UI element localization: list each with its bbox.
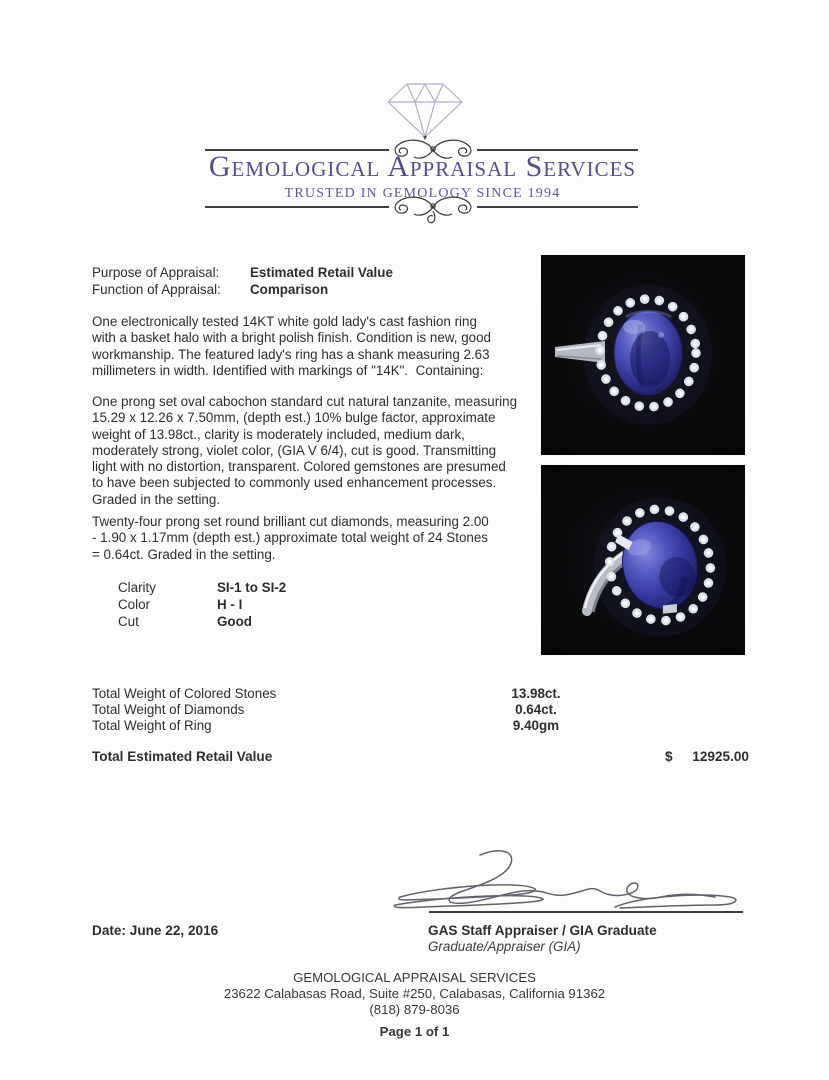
description-paragraph-ring (92, 314, 491, 379)
retail-value (665, 749, 749, 764)
appraisal-meta (92, 264, 393, 298)
grade-row (118, 597, 286, 614)
text-line: One electronically tested 14KT white gold lady's cast fashion ring (92, 314, 477, 329)
description-paragraph-tanzanite (92, 394, 517, 508)
brand-title: Gemological Appraisal Services (208, 150, 637, 183)
appraisal-date: Date: June 22, 2016 (92, 923, 219, 938)
totals-table (92, 686, 652, 735)
purpose-label: Purpose of Appraisal: (92, 265, 220, 280)
purpose-row (92, 264, 393, 281)
text-line: weight of 13.98ct., clarity is moderately included, medium dark, (92, 426, 465, 442)
text-line: = 0.64ct. Graded in the setting. (92, 546, 276, 562)
grade-row (118, 580, 286, 597)
appraiser-subtitle: Graduate/Appraiser (GIA) (428, 939, 581, 954)
total-value: 0.64ct. (515, 702, 557, 718)
grade-value: Good (217, 613, 252, 629)
total-label: Total Weight of Ring (92, 718, 212, 734)
text-line: millimeters in width. Identified with markings of "14K". Containing: (92, 362, 484, 378)
signature-line (429, 911, 743, 913)
footer-phone: (818) 879-8036 (369, 1002, 460, 1017)
grade-value: H - I (217, 596, 243, 612)
brand-tagline: TRUSTED IN GEMOLOGY SINCE 1994 (284, 186, 561, 201)
function-row (92, 281, 393, 298)
text-line: with a basket halo with a bright polish finish. Condition is new, good (92, 330, 491, 346)
total-row (92, 718, 652, 734)
text-line: 15.29 x 12.26 x 7.50mm, (depth est.) 10% bulge factor, approximate (92, 410, 496, 426)
function-label: Function of Appraisal: (92, 282, 221, 297)
text-line: - 1.90 x 1.17mm (depth est.) approximate total weight of 24 Stones (92, 530, 488, 546)
grade-label: Cut (118, 613, 139, 629)
text-line: light with no distortion, transparent. Colored gemstones are presumed (92, 459, 506, 475)
total-value: 13.98ct. (511, 686, 561, 701)
page-number: Page 1 of 1 (379, 1024, 450, 1039)
ring-photo-top-view (541, 255, 745, 455)
scroll-flourish-icon (388, 194, 478, 228)
text-line: workmanship. The featured lady's ring has a shank measuring 2.63 (92, 346, 490, 362)
retail-value-label: Total Estimated Retail Value (92, 749, 273, 764)
currency-symbol: $ (665, 749, 673, 764)
description-paragraph-diamonds (92, 514, 489, 563)
appraiser-title: GAS Staff Appraiser / GIA Graduate (428, 923, 657, 938)
divider-line (205, 206, 389, 208)
total-row (92, 686, 652, 702)
retail-amount: 12925.00 (692, 749, 749, 764)
grade-label: Clarity (118, 580, 156, 595)
appraiser-signature (385, 845, 745, 915)
total-label: Total Weight of Colored Stones (92, 686, 277, 701)
purpose-value: Estimated Retail Value (250, 265, 393, 280)
footer-address: 23622 Calabasas Road, Suite #250, Calabasas, California 91362 (223, 986, 606, 1001)
grade-value: SI-1 to SI-2 (217, 580, 287, 595)
text-line: Twenty-four prong set round brilliant cut diamonds, measuring 2.00 (92, 514, 489, 529)
footer-company: GEMOLOGICAL APPRAISAL SERVICES (293, 970, 536, 985)
divider-line (477, 206, 638, 208)
total-label: Total Weight of Diamonds (92, 702, 245, 718)
diamond-outline-icon (384, 80, 466, 140)
diamond-grades-table (118, 580, 286, 630)
ring-photo-side-view (541, 465, 745, 655)
total-value: 9.40gm (512, 718, 560, 734)
text-line: moderately strong, violet color, (GIA V 6/4), cut is good. Transmitting (92, 442, 497, 458)
text-line: One prong set oval cabochon standard cut natural tanzanite, measuring (92, 394, 518, 409)
total-row (92, 702, 652, 718)
grade-label: Color (118, 596, 150, 612)
function-value: Comparison (250, 282, 329, 297)
text-line: Graded in the setting. (92, 491, 221, 507)
grade-row (118, 614, 286, 631)
text-line: to have been subjected to commonly used enhancement processes. (92, 475, 497, 491)
